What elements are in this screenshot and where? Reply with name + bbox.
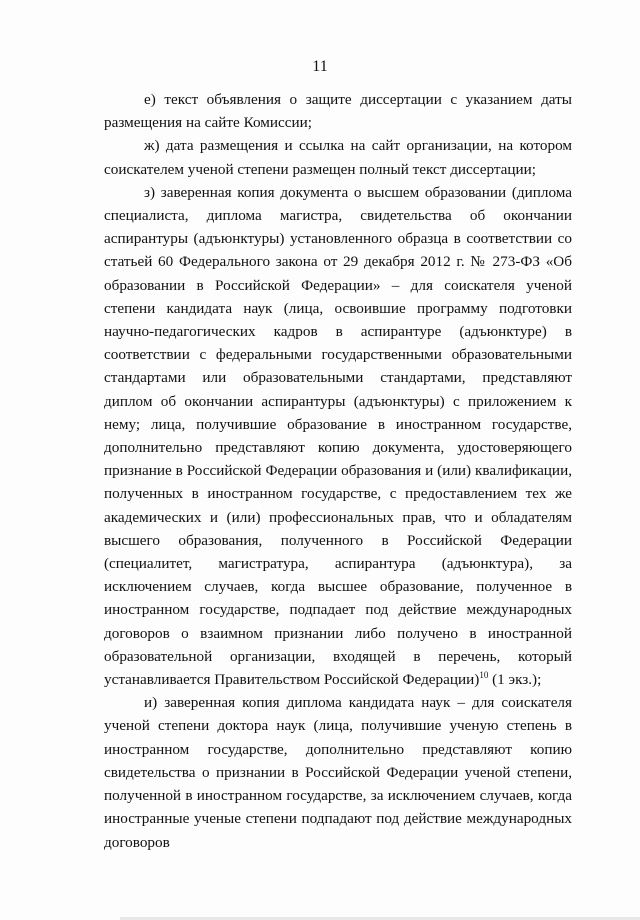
paragraph-z xyxy=(104,181,572,691)
paragraph-e xyxy=(104,88,572,134)
paragraph-z-text: з) заверенная копия документа о высшем образовании (диплома специалиста, диплома магистра, свидетельства об окончании аспирантуры (адъюнктуры) установленного образца в соответствии со статьей 60 Федерального закона от 29 декабря 2012 г. № 273-ФЗ «Об образовании в Российской Федерации» – для соискателя ученой степени кандидата наук (лица, освоившие программу подготовки научно-педагогических кадров в аспирантуре (адъюнктуре) в соответствии с федеральными государственными образовательными стандартами или образовательными стандартами, представляют диплом об окончании аспирантуры (адъюнктуры) с приложением к нему; лица, получившие образование в иностранном государстве, дополнительно представляют копию документа, удостоверяющего признание в Российской Федерации образования и (или) квалификации, полученных в иностранном государстве, с предоставлением тех же академических и (или) профессиональных прав, что и обладателям высшего образования, полученного в Российской Федерации (специалитет, магистратура, аспирантура (адъюнктура), за исключением случаев, когда высшее образование, полученное в иностранном государстве, подпадает под действие международных договоров о взаимном признании либо получено в иностранной образовательной организации, входящей в перечень, который устанавливается Правительством Российской Федерации) xyxy=(104,183,572,689)
paragraph-i xyxy=(104,691,572,853)
paragraph-z-tail: (1 экз.); xyxy=(488,671,542,689)
paragraph-i-text: и) заверенная копия диплома кандидата наук – для соискателя ученой степени доктора наук (лица, получившие ученую степень в иностранном государстве, дополнительно представляют копию свидетельства о признании в Российской Федерации ученой степени, полученной в иностранном государстве, за исключением случаев, когда иностранные ученые степени подпадают под действие международных договоров xyxy=(104,694,572,851)
footnote-marker[interactable]: 10 xyxy=(479,670,489,681)
page-number: 11 xyxy=(312,58,328,75)
paragraph-e-text: е) текст объявления о защите диссертации с указанием даты размещения на сайте Комиссии; xyxy=(104,91,572,132)
paragraph-zh-text: ж) дата размещения и ссылка на сайт организации, на котором соискателем ученой степени размещен полный текст диссертации; xyxy=(104,137,572,178)
document-body xyxy=(104,88,572,854)
paragraph-zh xyxy=(104,134,572,180)
